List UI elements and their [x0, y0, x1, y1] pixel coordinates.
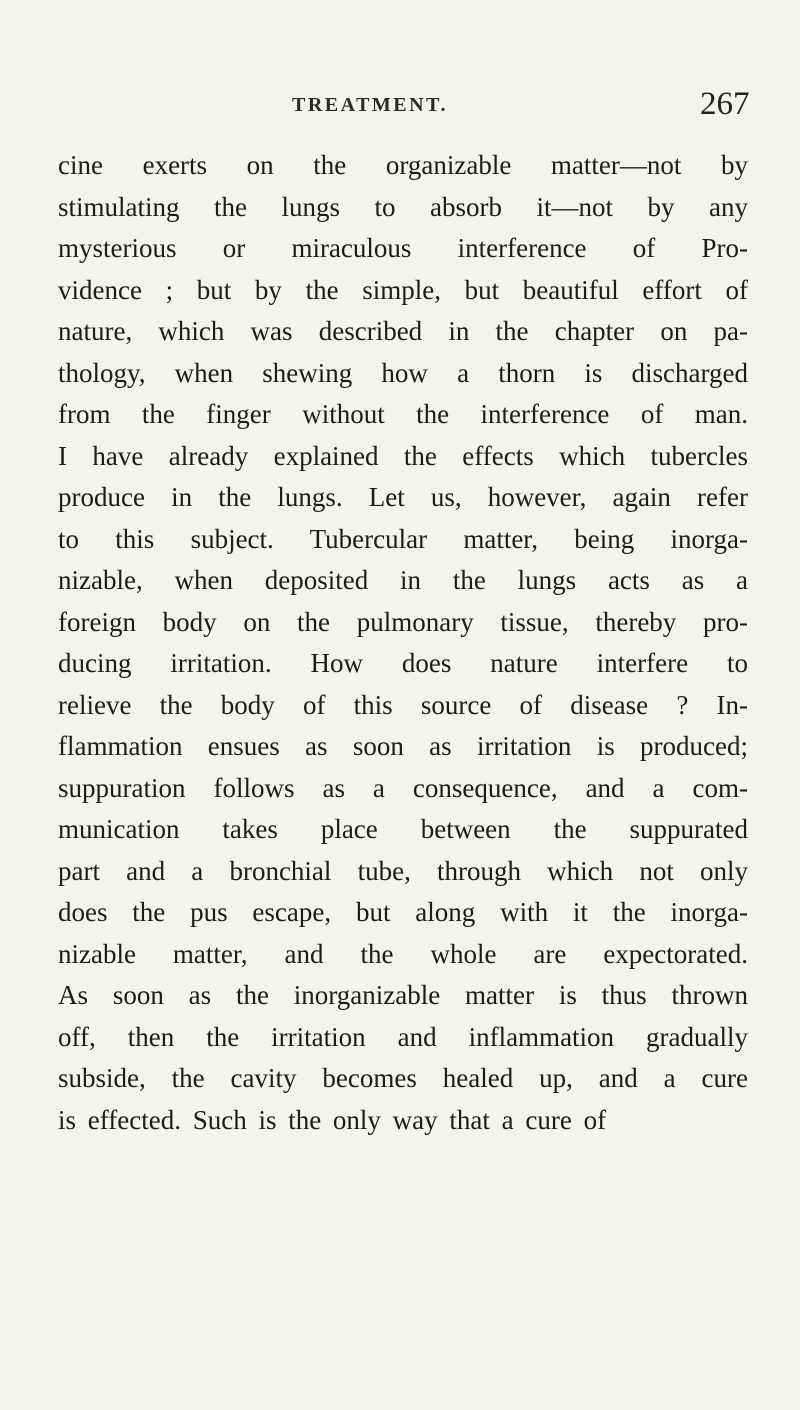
text-line: mysterious or miraculous interference of Pro-	[58, 233, 748, 263]
text-line: thology, when shewing how a thorn is discharged	[58, 357, 748, 388]
text-line: to this subject. Tubercular matter, being inorga-	[58, 523, 748, 554]
text-line: from the finger without the interference of man.	[58, 399, 748, 429]
text-line: As soon as the inorganizable matter is thus thrown	[58, 980, 748, 1010]
text-line: munication takes place between the suppurated	[58, 814, 748, 844]
running-head: TREATMENT.	[292, 94, 448, 116]
text-line: is effected. Such is the only way that a cure of	[58, 1104, 607, 1135]
text-line: off, then the irritation and inflammation gradually	[58, 1021, 748, 1052]
text-line: produce in the lungs. Let us, however, again refer	[58, 482, 748, 512]
text-line: vidence ; but by the simple, but beautiful effort of	[58, 274, 748, 305]
text-line: subside, the cavity becomes healed up, and a cure	[58, 1063, 748, 1093]
text-line: I have already explained the effects which tubercles	[58, 440, 748, 471]
text-line: ducing irritation. How does nature interfere to	[58, 648, 748, 678]
text-line: relieve the body of this source of disease ? In-	[58, 689, 748, 720]
text-line: suppuration follows as a consequence, and a com-	[58, 772, 748, 803]
text-line: nature, which was described in the chapter on pa-	[58, 316, 748, 346]
body-text	[58, 145, 748, 1141]
page-number: 267	[700, 86, 750, 122]
text-line: part and a bronchial tube, through which not only	[58, 855, 748, 886]
text-line: flammation ensues as soon as irritation is produced;	[58, 731, 748, 761]
text-line: nizable, when deposited in the lungs acts as a	[58, 565, 748, 595]
text-line: cine exerts on the organizable matter—not by	[58, 150, 748, 180]
text-line: stimulating the lungs to absorb it—not by any	[58, 191, 748, 222]
text-line: nizable matter, and the whole are expectorated.	[58, 938, 748, 969]
page-header	[0, 86, 800, 126]
text-line: does the pus escape, but along with it the inorga-	[58, 897, 748, 927]
text-line: foreign body on the pulmonary tissue, thereby pro-	[58, 606, 748, 637]
